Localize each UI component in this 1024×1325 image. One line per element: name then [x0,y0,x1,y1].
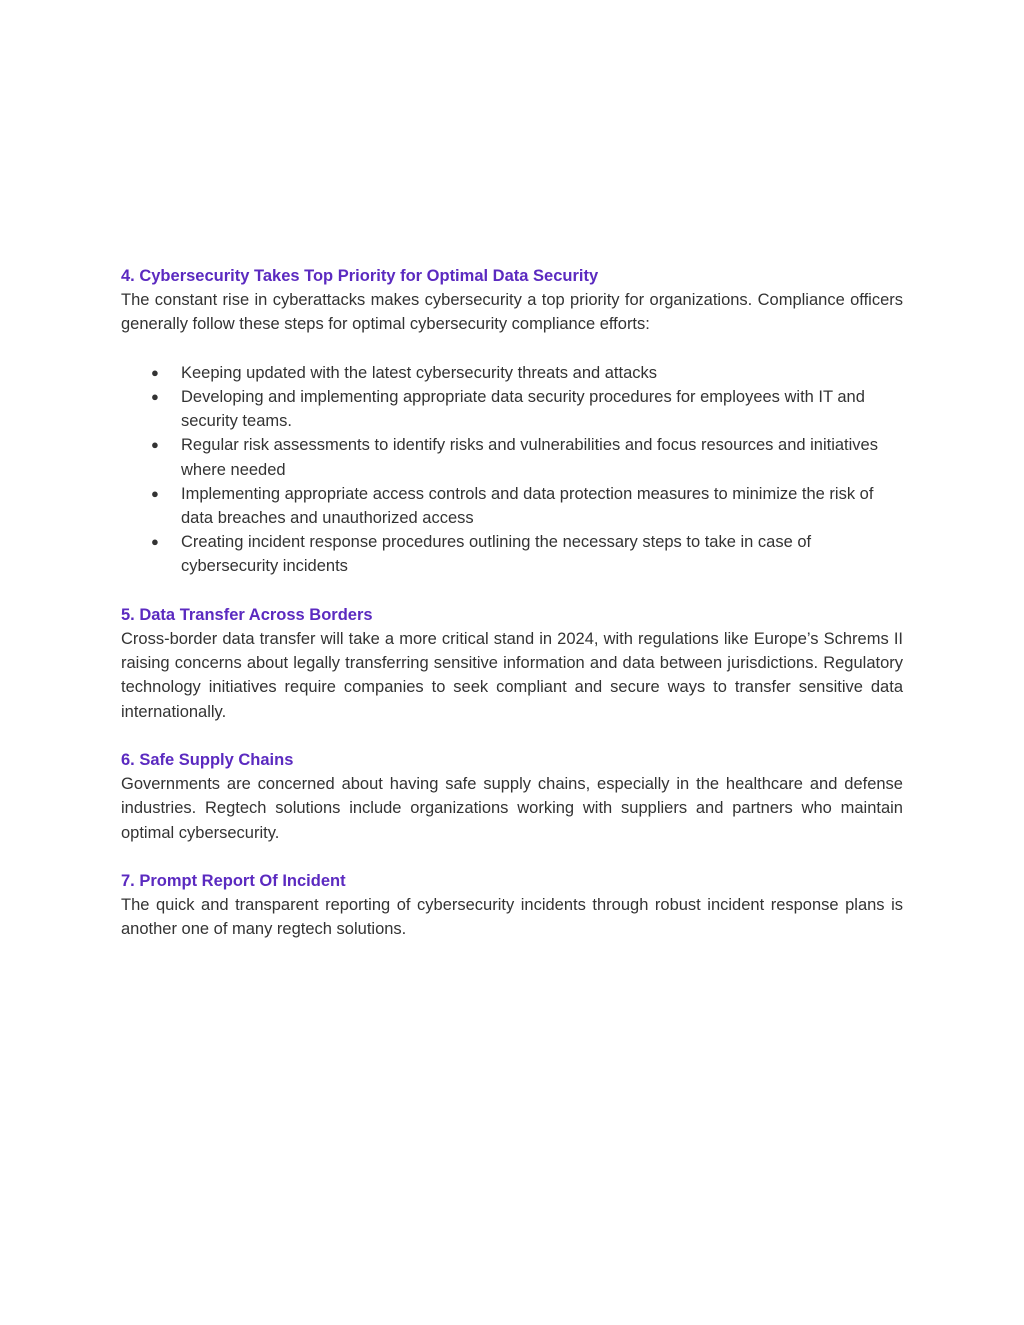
list-item [121,482,903,530]
list-item-text: Creating incident response procedures outlining the necessary steps to take in case of cybersecurity incidents [181,533,812,576]
bullet-icon: ● [151,364,159,380]
section-heading: 5. Data Transfer Across Borders [121,605,373,624]
section-incident-report [121,869,903,942]
list-item-text: Implementing appropriate access controls and data protection measures to minimize the risk of data breaches and unauthorized access [181,484,874,528]
section-data-transfer [121,603,903,724]
section-body: The quick and transparent reporting of cybersecurity incidents through robust incident response plans is another one of many regtech solutions. [121,896,903,939]
section-supply-chains [121,748,903,845]
section-heading: 4. Cybersecurity Takes Top Priority for Optimal Data Security [121,267,599,285]
list-item-text: Developing and implementing appropriate data security procedures for employees with IT and security teams. [181,388,865,431]
list-item [121,361,903,385]
bullet-icon: ● [151,534,159,550]
bullet-list [121,361,903,579]
bullet-icon: ● [151,389,159,404]
list-item [121,530,903,578]
section-cybersecurity [121,264,903,579]
section-body: Governments are concerned about having safe supply chains, especially in the healthcare and defense industries. Regtech solutions include organizations working with suppliers and partners who maintain optimal cybersecurity. [121,775,903,842]
section-body: Cross-border data transfer will take a more critical stand in 2024, with regulations like Europe’s Schrems II raising concerns about legally transferring sensitive information and data between jurisdictions. Regulatory technology initiatives require companies to seek compliant and secure ways to transfer sensitive data internationally. [121,630,903,721]
list-item [121,433,903,481]
section-heading: 6. Safe Supply Chains [121,751,294,770]
section-body: The constant rise in cyberattacks makes cybersecurity a top priority for organizations. Compliance officers generally follow these steps for optimal cybersecurity compliance efforts: [121,291,903,334]
bullet-icon: ● [151,485,159,501]
section-heading: 7. Prompt Report Of Incident [121,872,346,891]
list-item-text: Regular risk assessments to identify risks and vulnerabilities and focus resources and initiatives where needed [181,436,878,479]
list-item [121,385,903,433]
bullet-icon: ● [151,437,159,453]
list-item-text: Keeping updated with the latest cybersecurity threats and attacks [181,363,658,382]
document-page [121,264,903,942]
